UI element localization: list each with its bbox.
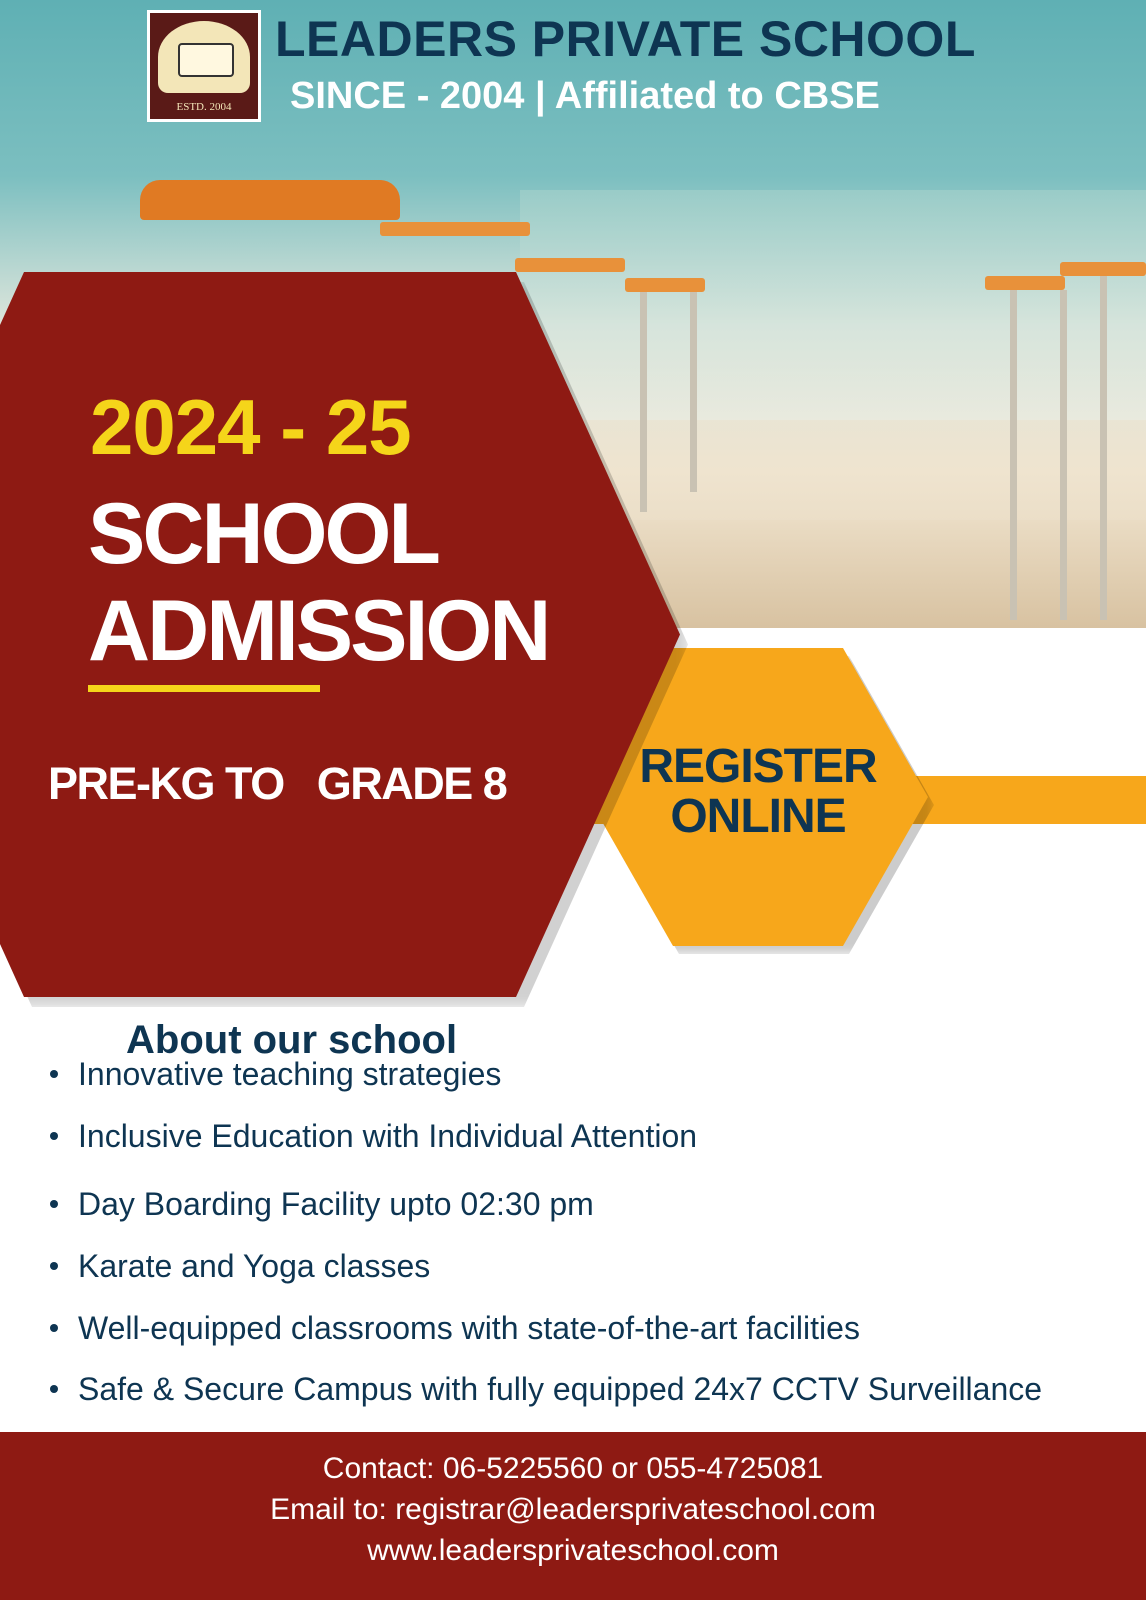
list-item [50,1248,430,1285]
desk-leg [640,292,647,512]
about-title: About our school [126,1018,458,1062]
feature-text: Well-equipped classrooms with state-of-the-art facilities [78,1310,860,1346]
logo-emblem [158,21,250,93]
desk-leg [1100,276,1107,620]
desk [140,180,400,220]
desk-leg [1010,290,1017,620]
feature-text: Karate and Yoga classes [78,1248,431,1284]
list-item [50,1186,594,1223]
contact-phone: Contact: 06-5225560 or 055-4725081 [322,1452,824,1485]
school-name: LEADERS PRIVATE SCHOOL [275,11,976,67]
feature-text: Day Boarding Facility upto 02:30 pm [78,1186,594,1222]
bullet-icon [50,1385,58,1393]
register-line1: REGISTER [639,740,877,793]
list-item [50,1310,860,1347]
heading-admission: ADMISSION [88,583,549,679]
heading-underline [88,685,320,692]
school-tagline: SINCE - 2004 | Affiliated to CBSE [290,75,880,117]
logo-estd: ESTD. 2004 [176,101,232,113]
register-line2: ONLINE [670,790,846,843]
bullet-icon [50,1070,58,1078]
desk [1060,262,1146,276]
chalkboard [520,190,1146,420]
footer [0,1432,1146,1600]
contact-email[interactable]: Email to: registrar@leadersprivateschool.com [270,1493,876,1526]
bullet-icon [50,1262,58,1270]
desk-leg [690,292,697,492]
bullet-icon [50,1200,58,1208]
feature-text: Safe & Secure Campus with fully equipped 24x7 CCTV Surveillance [78,1371,1043,1407]
website-link[interactable]: www.leadersprivateschool.com [367,1534,779,1567]
list-item [50,1056,501,1093]
bullet-icon [50,1324,58,1332]
register-online-label[interactable] [588,742,928,842]
feature-text: Innovative teaching strategies [78,1056,502,1092]
list-item [50,1118,697,1155]
desk [985,276,1065,290]
list-item [50,1371,1042,1408]
desk [625,278,705,292]
desk-leg [1060,290,1067,620]
school-logo [147,10,261,122]
grade-range: PRE-KG TO GRADE 8 [48,758,507,809]
desk [380,222,530,236]
bullet-icon [50,1132,58,1140]
desk [515,258,625,272]
feature-text: Inclusive Education with Individual Attention [78,1118,698,1154]
heading-school: SCHOOL [88,486,438,582]
academic-year: 2024 - 25 [90,383,411,471]
book-icon [178,43,234,77]
